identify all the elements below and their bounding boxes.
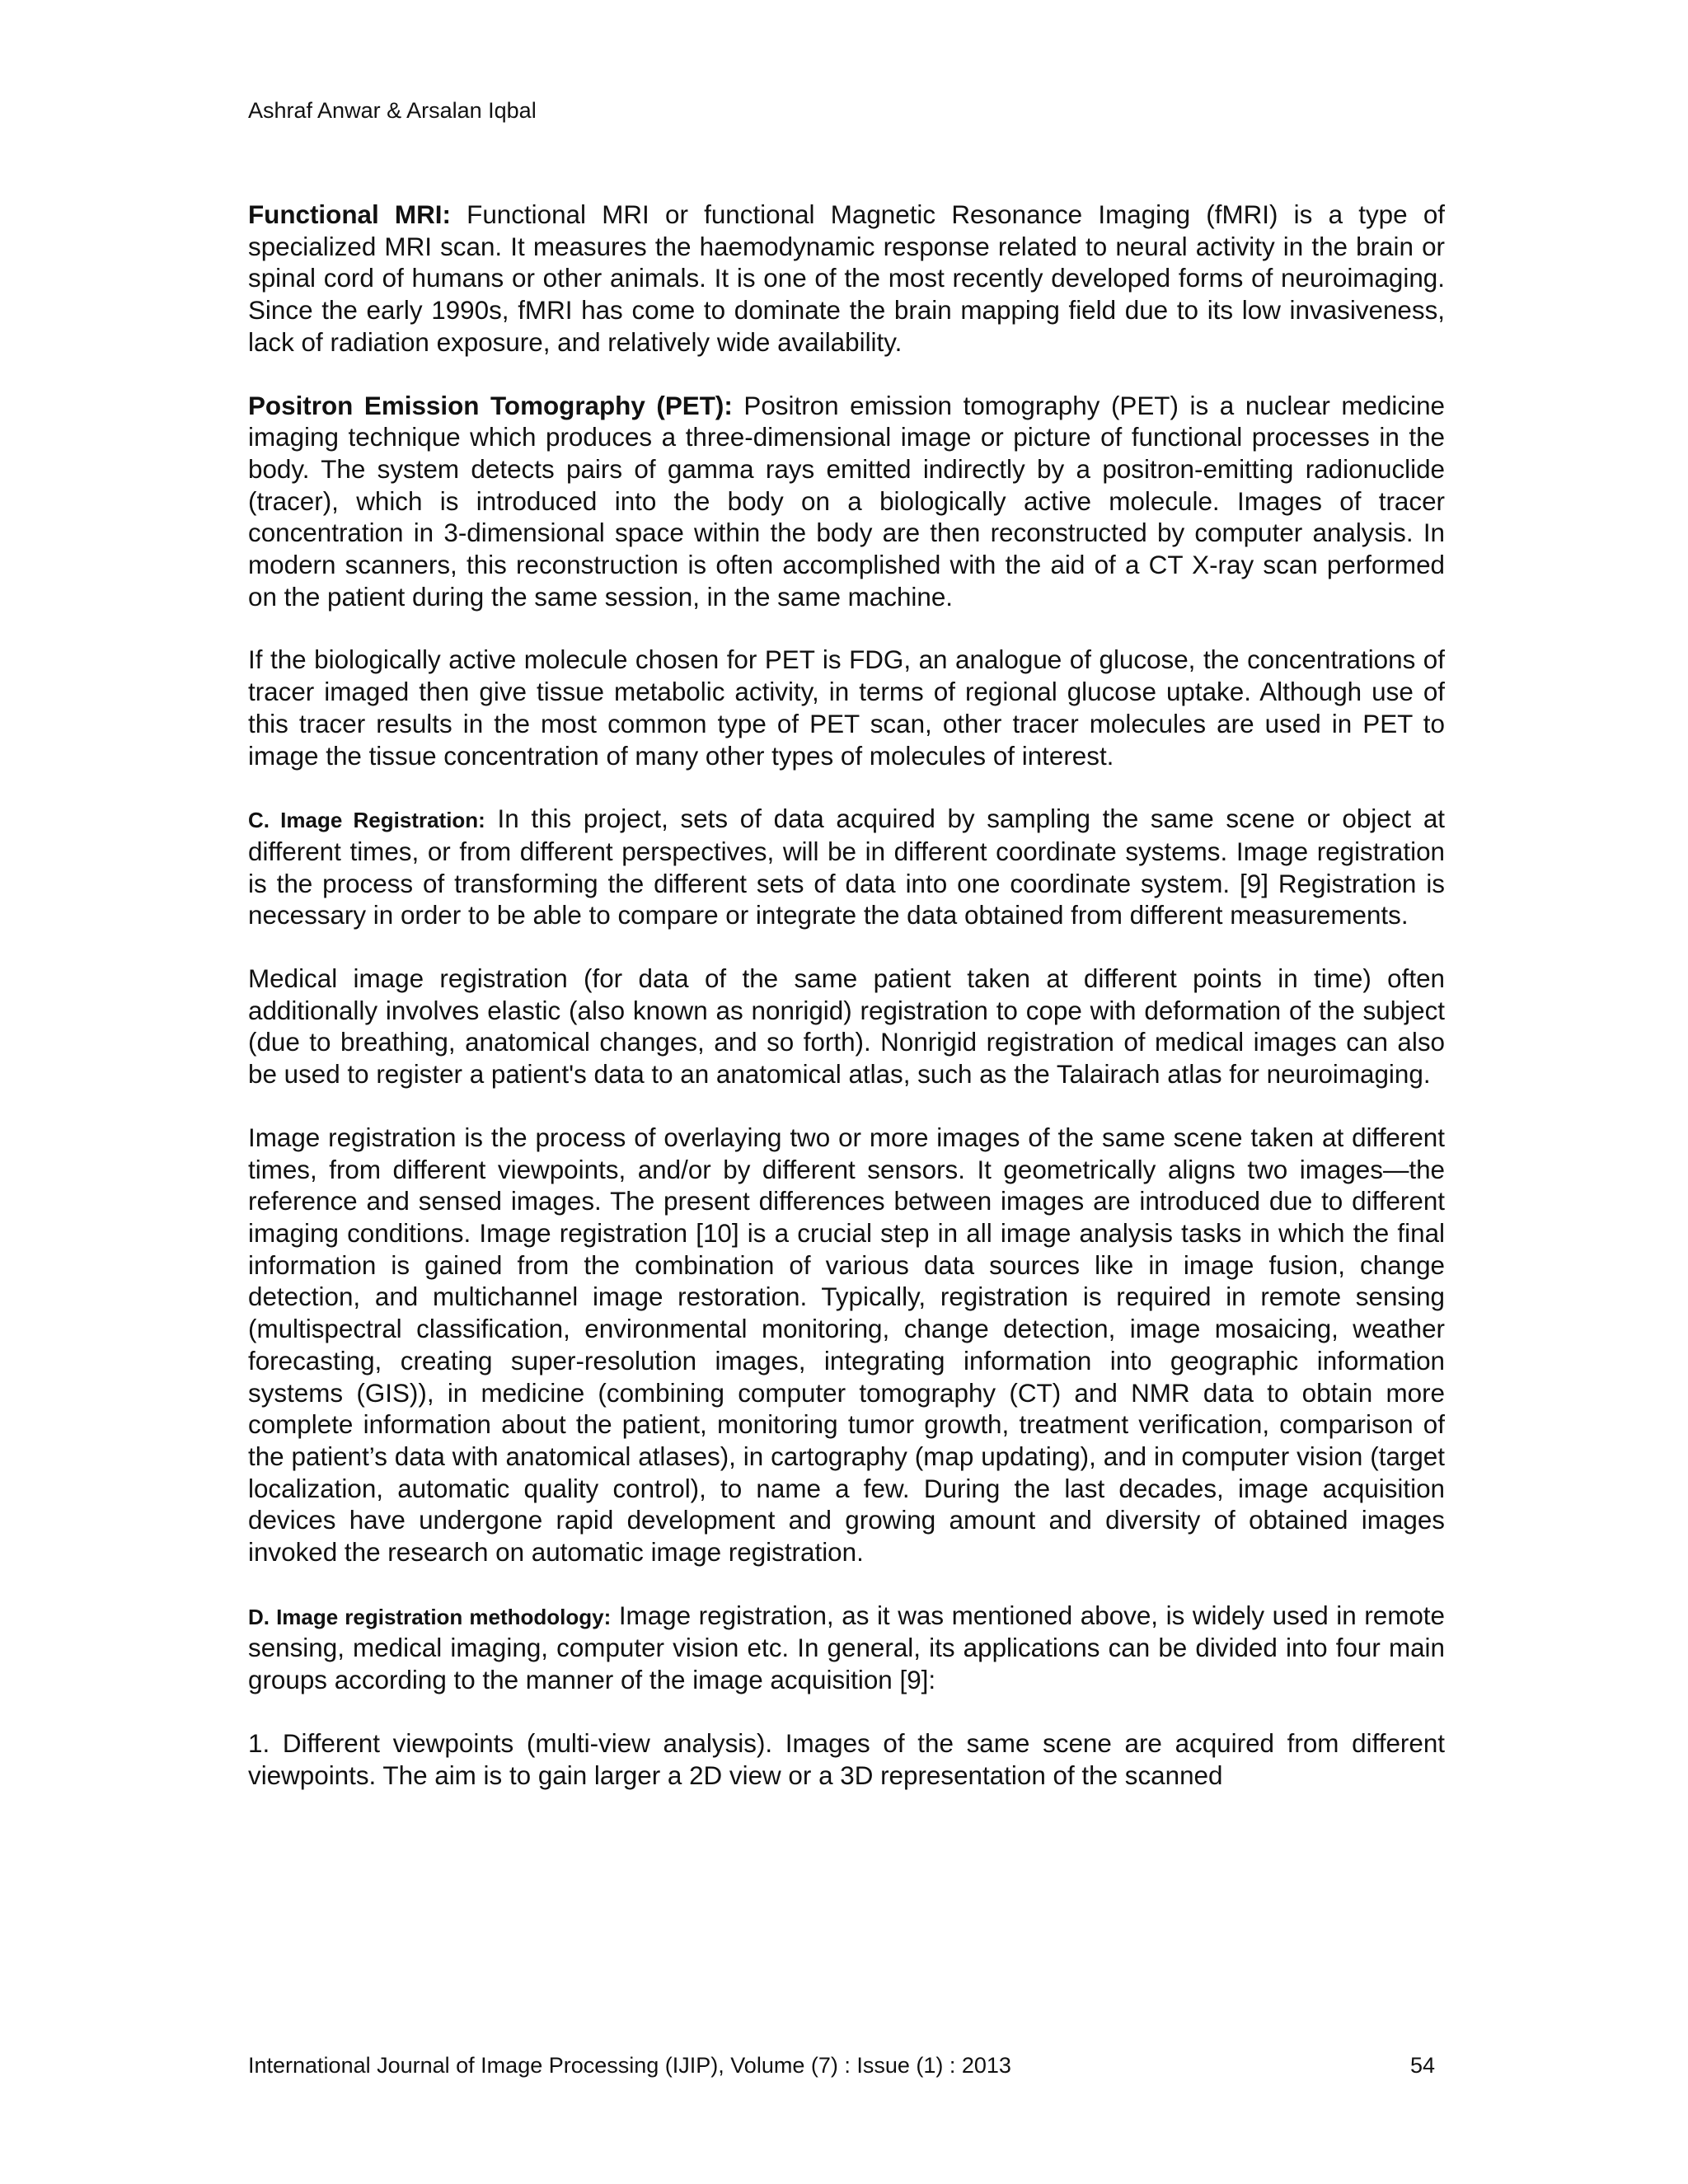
paragraph-text: Positron emission tomography (PET) is a nuclear medicine imaging technique which produces a three-dimensional image or picture of functional processes in the body. The system detects pairs of gamma rays emitted indirectly by a positron-emitting radionuclide (tracer), which is introduced into the body on a biologically active molecule. Images of tracer concentration in 3-dimensional space within the body are then reconstructed by computer analysis. In modern scanners, this reconstruction is often accomplished with the aid of a CT X-ray scan performed on the patient during the same session, in the same machine. xyxy=(248,391,1445,612)
paragraph-text: 1. Different viewpoints (multi-view analysis). Images of the same scene are acquired from different viewpoints. The aim is to gain larger a 2D view or a 3D representation of the scanned xyxy=(248,1728,1445,1790)
paragraph-text: In this project, sets of data acquired by sampling the same scene or object at different times, or from different perspectives, will be in different coordinate systems. Image registration is the process of transforming the different sets of data into one coordinate system. [9] Registration is necessary in order to be able to compare or integrate the data obtained from different measurements. xyxy=(248,804,1445,930)
paragraph-lead: C. Image Registration: xyxy=(248,808,485,833)
paragraph-text: Image registration is the process of overlaying two or more images of the same scene taken at different times, from different viewpoints, and/or by different sensors. It geometrically aligns two images—the reference and sensed images. The present differences between images are introduced due to different imaging conditions. Image registration [10] is a crucial step in all image analysis tasks in which the final information is gained from the combination of various data sources like in image fusion, change detection, and multichannel image restoration. Typically, registration is required in remote sensing (multispectral classification, environmental monitoring, change detection, image mosaicing, weather forecasting, creating super-resolution images, integrating information into geographic information systems (GIS)), in medicine (combining computer tomography (CT) and NMR data to obtain more complete information about the patient, monitoring tumor growth, treatment verification, comparison of the patient’s data with anatomical atlases), in cartography (map updating), and in computer vision (target localization, automatic quality control), to name a few. During the last decades, image acquisition devices have undergone rapid development and growing amount and diversity of obtained images invoked the research on automatic image registration. xyxy=(248,1122,1445,1568)
paragraph-lead: Functional MRI: xyxy=(248,200,451,229)
paragraph-text: Medical image registration (for data of the same patient taken at different points in time) often additionally involves elastic (also known as nonrigid) registration to cope with deformation of the subject (due to breathing, anatomical changes, and so forth). Nonrigid registration of medical images can also be used to register a patient's data to an anatomical atlas, such as the Talairach atlas for neuroimaging. xyxy=(248,964,1445,1090)
paragraph-list-item-1 xyxy=(248,1728,1445,1792)
paragraph-lead: D. Image registration methodology: xyxy=(248,1604,612,1629)
page-number: 54 xyxy=(1409,2053,1435,2078)
paragraph-text: Functional MRI or functional Magnetic Resonance Imaging (fMRI) is a type of specialized MRI scan. It measures the haemodynamic response related to neural activity in the brain or spinal cord of humans or other animals. It is one of the most recently developed forms of neuroimaging. Since the early 1990s, fMRI has come to dominate the brain mapping field due to its low invasiveness, lack of radiation exposure, and relatively wide availability. xyxy=(248,200,1445,357)
paragraph-registration-overview xyxy=(248,1122,1445,1569)
footer-journal: International Journal of Image Processing (IJIP), Volume (7) : Issue (1) : 2013 xyxy=(248,2053,1011,2078)
paragraph-image-registration xyxy=(248,804,1445,932)
paragraph-registration-methodology xyxy=(248,1601,1445,1697)
page-footer xyxy=(248,2052,1435,2079)
paragraph-text: If the biologically active molecule chosen for PET is FDG, an analogue of glucose, the concentrations of tracer imaged then give tissue metabolic activity, in terms of regional glucose uptake. Although use of this tracer results in the most common type of PET scan, other tracer molecules are used in PET to image the tissue concentration of many other types of molecules of interest. xyxy=(248,645,1445,771)
paragraph-lead: Positron Emission Tomography (PET): xyxy=(248,391,733,420)
paragraph-text: Image registration, as it was mentioned above, is widely used in remote sensing, medical imaging, computer vision etc. In general, its applications can be divided into four main groups according to the manner of the image acquisition [9]: xyxy=(248,1601,1445,1695)
paragraph-medical-registration xyxy=(248,963,1445,1091)
paragraph-pet-fdg xyxy=(248,644,1445,772)
paragraph-functional-mri xyxy=(248,199,1445,359)
running-head-authors: Ashraf Anwar & Arsalan Iqbal xyxy=(248,98,537,123)
article-body xyxy=(248,199,1445,1823)
paragraph-pet xyxy=(248,391,1445,614)
